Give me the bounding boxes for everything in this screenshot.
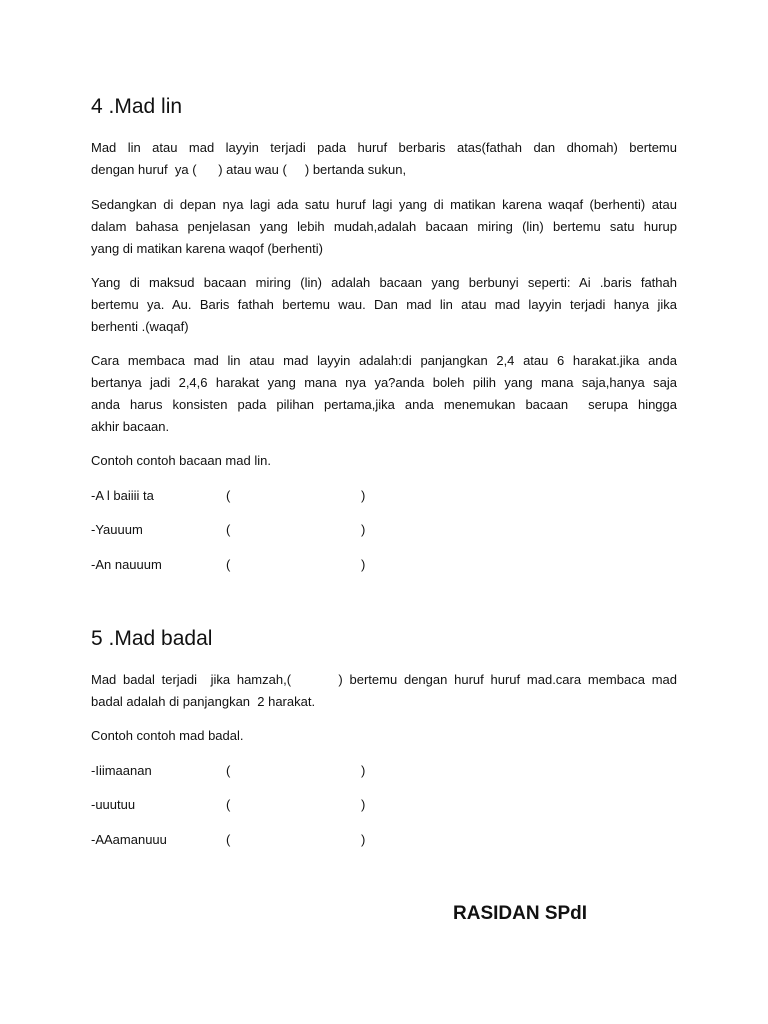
example-open-bracket: ( [226,763,231,778]
examples-title-mad-badal [91,725,677,747]
example-word: -Yauuum [91,522,143,537]
paragraph-line: Mad badal terjadi jika hamzah,( ) bertemu dengan huruf huruf mad.cara membaca mad [91,672,677,687]
paragraph-line: Mad lin atau mad layyin terjadi pada huruf berbaris atas(fathah dan dhomah) bertemu [91,140,677,155]
example-open-bracket: ( [226,557,231,572]
paragraph-line: akhir bacaan. [91,419,170,434]
paragraph-bacaan-miring [91,272,677,338]
paragraph-line: dengan huruf ya ( ) atau wau ( ) bertanda sukun, [91,162,407,177]
examples-title-mad-lin [91,450,677,472]
example-open-bracket: ( [226,797,231,812]
paragraph-mad-lin-definition [91,137,677,181]
example-close-bracket: ) [361,557,366,572]
example-word: -A l baiiii ta [91,488,154,503]
paragraph-line: Cara membaca mad lin atau mad layyin adalah:di panjangkan 2,4 atau 6 harakat.jika anda [91,353,677,368]
paragraph-cara-membaca [91,350,677,438]
paragraph-line: yang di matikan karena waqof (berhenti) [91,241,323,256]
author-signature: RASIDAN SPdI [453,903,588,924]
example-close-bracket: ) [361,763,366,778]
paragraph-line: badal adalah di panjangkan 2 harakat. [91,694,316,709]
example-row [91,795,491,815]
paragraph-line: bertanya jadi 2,4,6 harakat yang mana nya ya?anda boleh pilih yang mana saja,hanya saja [91,375,677,390]
paragraph-line: dalam bahasa penjelasan yang lebih mudah,adalah bacaan miring (lin) bertemu satu hurup [91,219,677,234]
examples-title: Contoh contoh mad badal. [91,728,244,743]
paragraph-line: berhenti .(waqaf) [91,319,189,334]
example-close-bracket: ) [361,832,366,847]
example-word: -An nauuum [91,557,162,572]
example-row [91,830,491,850]
section-heading-mad-lin: 4 .Mad lin [91,95,183,118]
example-row [91,520,491,540]
paragraph-waqaf-explanation [91,194,677,260]
example-close-bracket: ) [361,522,366,537]
paragraph-line: anda harus konsisten pada pilihan pertama,jika anda menemukan bacaan serupa hingga [91,397,677,412]
paragraph-mad-badal-definition [91,669,677,713]
example-word: -uuutuu [91,797,136,812]
example-open-bracket: ( [226,488,231,503]
example-close-bracket: ) [361,797,366,812]
paragraph-line: bertemu ya. Au. Baris fathah bertemu wau. Dan mad lin atau mad layyin terjadi hanya jika [91,297,677,312]
section-heading-mad-badal: 5 .Mad badal [91,627,213,650]
paragraph-line: Sedangkan di depan nya lagi ada satu huruf lagi yang di matikan karena waqaf (berhenti) atau [91,197,677,212]
example-row [91,761,491,781]
example-open-bracket: ( [226,522,231,537]
example-row [91,486,491,506]
example-word: -Iiimaanan [91,763,152,778]
example-close-bracket: ) [361,488,366,503]
paragraph-line: Yang di maksud bacaan miring (lin) adalah bacaan yang berbunyi seperti: Ai .baris fathah [91,275,677,290]
example-word: -AAamanuuu [91,832,167,847]
example-row [91,555,491,575]
example-open-bracket: ( [226,832,231,847]
examples-title: Contoh contoh bacaan mad lin. [91,453,271,468]
